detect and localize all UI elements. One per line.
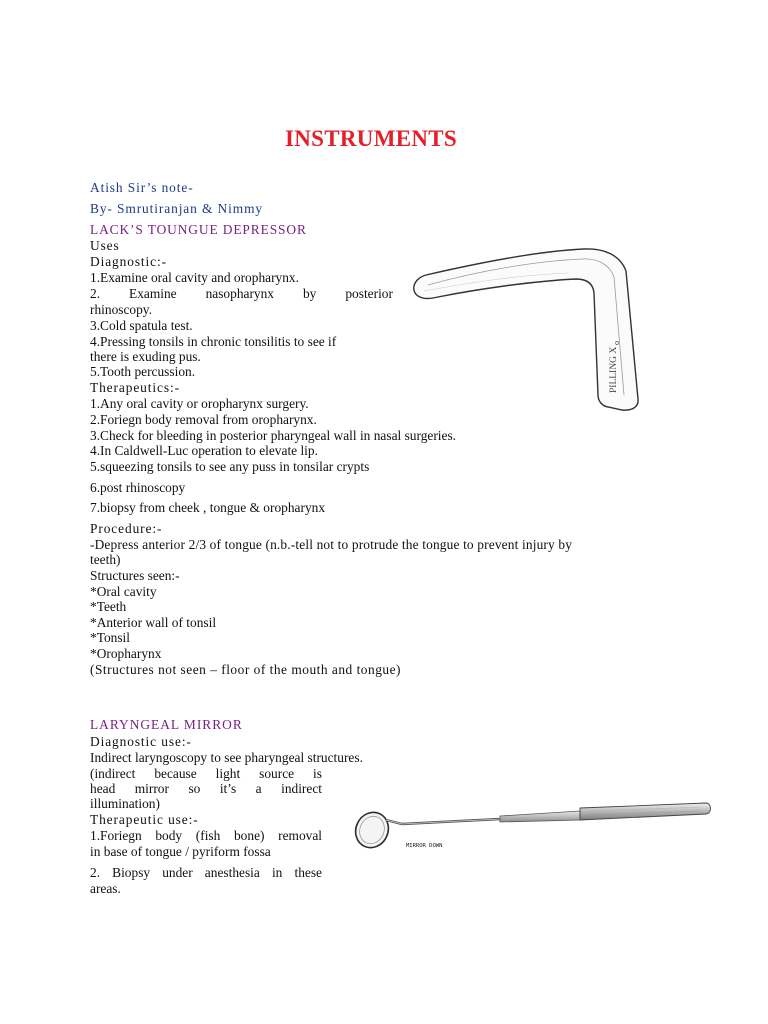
tongue-depressor-illustration bbox=[408, 245, 648, 415]
diagnostic-item-3: 3.Cold spatula test. bbox=[90, 318, 193, 333]
uses-label: Uses bbox=[90, 238, 120, 253]
therapeutic-item-2: 2.Foriegn body removal from oropharynx. bbox=[90, 412, 317, 427]
structures-not-seen: (Structures not seen – floor of the mouth and tongue) bbox=[90, 662, 401, 677]
diagnostic-item-4-cont: there is exuding pus. bbox=[90, 349, 201, 364]
therapeutic-item-3: 3.Check for bleeding in posterior pharyngeal wall in nasal surgeries. bbox=[90, 428, 457, 443]
therapeutic-use-item-2-cont: areas. bbox=[90, 881, 121, 896]
structure-item: *Anterior wall of tonsil bbox=[90, 615, 217, 630]
therapeutic-use-label: Therapeutic use:- bbox=[90, 812, 199, 827]
laryngeal-mirror-illustration bbox=[350, 798, 715, 860]
diag2-word: by bbox=[302, 286, 317, 301]
diagnostic-use-line-3: head mirror so it’s a indirect bbox=[90, 781, 322, 796]
diagnostic-item-1: 1.Examine oral cavity and oropharynx. bbox=[90, 270, 299, 285]
diagnostic-use-line-4: illumination) bbox=[90, 796, 160, 811]
mirror-caption: MIRROR DOWN bbox=[406, 843, 443, 849]
therapeutic-item-1: 1.Any oral cavity or oropharynx surgery. bbox=[90, 396, 309, 411]
diagnostic-item-5: 5.Tooth percussion. bbox=[90, 364, 196, 379]
therapeutic-use-item-1-cont: in base of tongue / pyriform fossa bbox=[90, 844, 271, 859]
section-heading-tongue-depressor: LACK’S TOUNGUE DEPRESSOR bbox=[90, 222, 307, 237]
diagnostic-use-line-2: (indirect because light source is bbox=[90, 766, 322, 781]
diagnostic-label: Diagnostic:- bbox=[90, 254, 167, 269]
therapeutic-item-5: 5.squeezing tonsils to see any puss in tonsilar crypts bbox=[90, 459, 370, 474]
svg-text:o: o bbox=[612, 341, 621, 345]
diag2-word: nasopharynx bbox=[205, 286, 275, 301]
therapeutic-use-item-2: 2. Biopsy under anesthesia in these bbox=[90, 865, 322, 880]
diagnostic-item-2-cont: rhinoscopy. bbox=[90, 302, 152, 317]
diagnostic-use-label: Diagnostic use:- bbox=[90, 734, 192, 749]
procedure-item-1: -Depress anterior 2/3 of tongue (n.b.-tell not to protrude the tongue to prevent injury by bbox=[90, 537, 573, 552]
therapeutic-item-7: 7.biopsy from cheek , tongue & oropharynx bbox=[90, 500, 326, 515]
therapeutic-use-item-1: 1.Foriegn body (fish bone) removal bbox=[90, 828, 322, 843]
diagnostic-use-item-1: Indirect laryngoscopy to see pharyngeal structures. bbox=[90, 750, 363, 765]
note-credit: Atish Sir’s note- bbox=[90, 180, 194, 195]
therapeutic-item-6: 6.post rhinoscopy bbox=[90, 480, 186, 495]
therapeutic-item-4: 4.In Caldwell-Luc operation to elevate lip. bbox=[90, 443, 318, 458]
diagnostic-item-4: 4.Pressing tonsils in chronic tonsilitis to see if bbox=[90, 334, 337, 349]
diagnostic-item-2 bbox=[90, 286, 393, 302]
author-credit: By- Smrutiranjan & Nimmy bbox=[90, 201, 263, 216]
page-title: INSTRUMENTS bbox=[284, 126, 457, 151]
structure-item: *Oropharynx bbox=[90, 646, 162, 661]
procedure-item-1-cont: teeth) bbox=[90, 552, 121, 567]
structure-item: *Teeth bbox=[90, 599, 127, 614]
diag2-word: 2. bbox=[90, 286, 101, 301]
structure-item: *Oral cavity bbox=[90, 584, 157, 599]
depressor-engraving: PILLING X bbox=[609, 346, 619, 393]
structures-label: Structures seen:- bbox=[90, 568, 180, 583]
therapeutics-label: Therapeutics:- bbox=[90, 380, 180, 395]
procedure-label: Procedure:- bbox=[90, 521, 163, 536]
section-heading-laryngeal-mirror: LARYNGEAL MIRROR bbox=[90, 717, 243, 732]
diag2-word: Examine bbox=[129, 286, 177, 301]
diag2-word: posterior bbox=[345, 286, 393, 301]
structure-item: *Tonsil bbox=[90, 630, 130, 645]
